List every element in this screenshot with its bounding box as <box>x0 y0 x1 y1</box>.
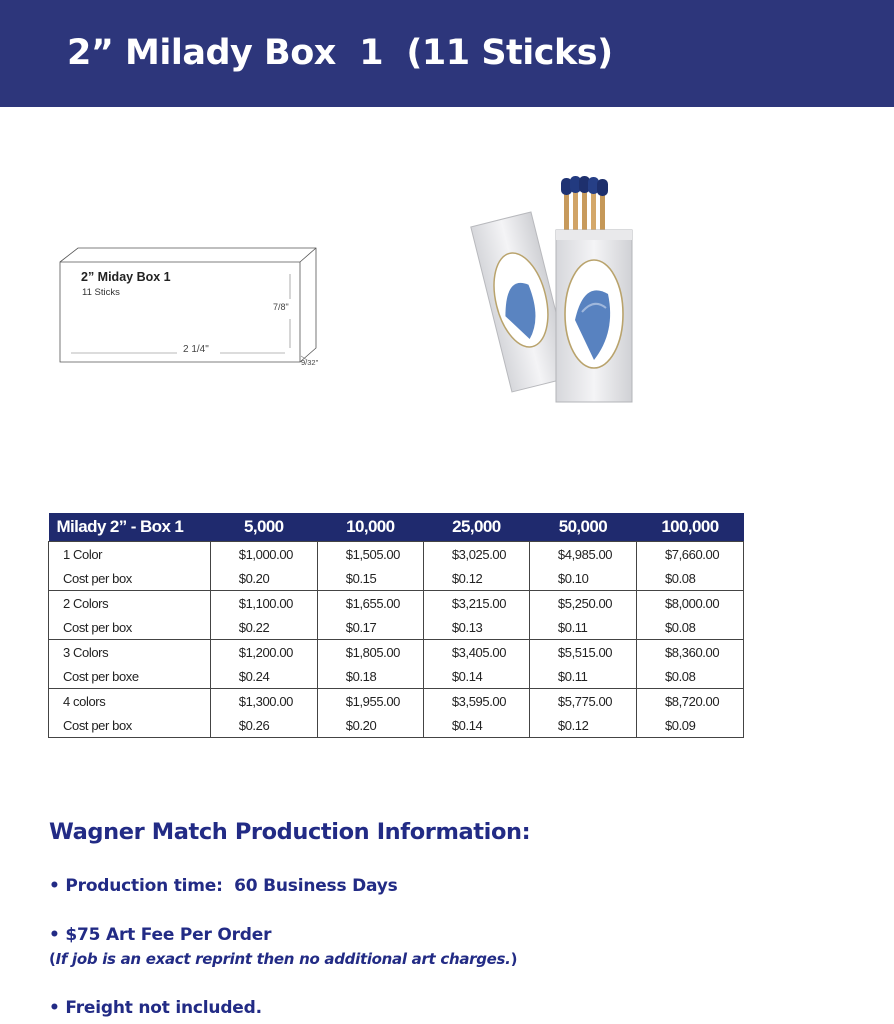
diagram-height-label: 7/8" <box>273 302 289 312</box>
diagram-width-label: 2 1/4" <box>183 344 209 355</box>
row-label: Cost per box <box>49 713 211 738</box>
matchbox-product-image <box>460 162 650 410</box>
cell-value: $8,000.00 <box>636 591 743 616</box>
header-qty-50000: 50,000 <box>529 513 636 542</box>
cell-value: $0.08 <box>636 615 743 640</box>
cell-value: $0.08 <box>636 664 743 689</box>
row-label: Cost per boxe <box>49 664 211 689</box>
cell-value: $1,300.00 <box>210 689 317 714</box>
row-label: 4 colors <box>49 689 211 714</box>
cell-value: $0.14 <box>423 664 529 689</box>
cell-value: $7,660.00 <box>636 542 743 567</box>
cell-value: $5,250.00 <box>529 591 636 616</box>
cell-value: $0.24 <box>210 664 317 689</box>
cell-value: $8,720.00 <box>636 689 743 714</box>
table-row <box>49 566 744 591</box>
row-label: Cost per box <box>49 615 211 640</box>
header-qty-10000: 10,000 <box>317 513 423 542</box>
cell-value: $3,215.00 <box>423 591 529 616</box>
cell-value: $1,505.00 <box>317 542 423 567</box>
table-header-row <box>49 513 744 542</box>
cell-value: $0.20 <box>317 713 423 738</box>
header-qty-5000: 5,000 <box>210 513 317 542</box>
cell-value: $0.12 <box>423 566 529 591</box>
diagram-depth-label: 9/32" <box>301 358 319 367</box>
table-row <box>49 542 744 567</box>
header-product: Milady 2” - Box 1 <box>49 513 211 542</box>
cell-value: $1,805.00 <box>317 640 423 665</box>
table-row <box>49 615 744 640</box>
header-qty-100000: 100,000 <box>636 513 743 542</box>
cell-value: $4,985.00 <box>529 542 636 567</box>
production-info-title: Wagner Match Production Information: <box>49 819 531 845</box>
cell-value: $0.15 <box>317 566 423 591</box>
cell-value: $0.17 <box>317 615 423 640</box>
cell-value: $1,955.00 <box>317 689 423 714</box>
cell-value: $3,405.00 <box>423 640 529 665</box>
freight-bullet: • Freight not included. <box>49 998 262 1018</box>
row-label: 2 Colors <box>49 591 211 616</box>
diagram-title: 2” Miday Box 1 <box>81 270 171 284</box>
art-fee-note-text: If job is an exact reprint then no additional art charges. <box>55 950 511 968</box>
cell-value: $5,515.00 <box>529 640 636 665</box>
cell-value: $1,100.00 <box>210 591 317 616</box>
cell-value: $0.18 <box>317 664 423 689</box>
cell-value: $0.14 <box>423 713 529 738</box>
row-label: 1 Color <box>49 542 211 567</box>
cell-value: $1,000.00 <box>210 542 317 567</box>
cell-value: $3,595.00 <box>423 689 529 714</box>
table-row <box>49 640 744 665</box>
cell-value: $0.12 <box>529 713 636 738</box>
diagram-subtitle: 11 Sticks <box>82 287 120 298</box>
cell-value: $1,655.00 <box>317 591 423 616</box>
art-fee-note: (If job is an exact reprint then no additional art charges.) <box>49 950 518 968</box>
table-row <box>49 591 744 616</box>
cell-value: $1,200.00 <box>210 640 317 665</box>
row-label: 3 Colors <box>49 640 211 665</box>
header-banner <box>0 0 894 107</box>
header-qty-25000: 25,000 <box>423 513 529 542</box>
row-label: Cost per box <box>49 566 211 591</box>
cell-value: $5,775.00 <box>529 689 636 714</box>
cell-value: $0.11 <box>529 615 636 640</box>
table-row <box>49 664 744 689</box>
table-row <box>49 713 744 738</box>
cell-value: $0.09 <box>636 713 743 738</box>
cell-value: $0.11 <box>529 664 636 689</box>
cell-value: $0.22 <box>210 615 317 640</box>
cell-value: $3,025.00 <box>423 542 529 567</box>
production-time-bullet: • Production time: 60 Business Days <box>49 876 398 896</box>
price-table <box>48 513 744 738</box>
page-title: 2” Milady Box 1 (11 Sticks) <box>67 33 613 73</box>
cell-value: $0.20 <box>210 566 317 591</box>
cell-value: $0.08 <box>636 566 743 591</box>
art-fee-bullet: • $75 Art Fee Per Order <box>49 925 272 945</box>
cell-value: $8,360.00 <box>636 640 743 665</box>
cell-value: $0.13 <box>423 615 529 640</box>
cell-value: $0.26 <box>210 713 317 738</box>
cell-value: $0.10 <box>529 566 636 591</box>
table-row <box>49 689 744 714</box>
